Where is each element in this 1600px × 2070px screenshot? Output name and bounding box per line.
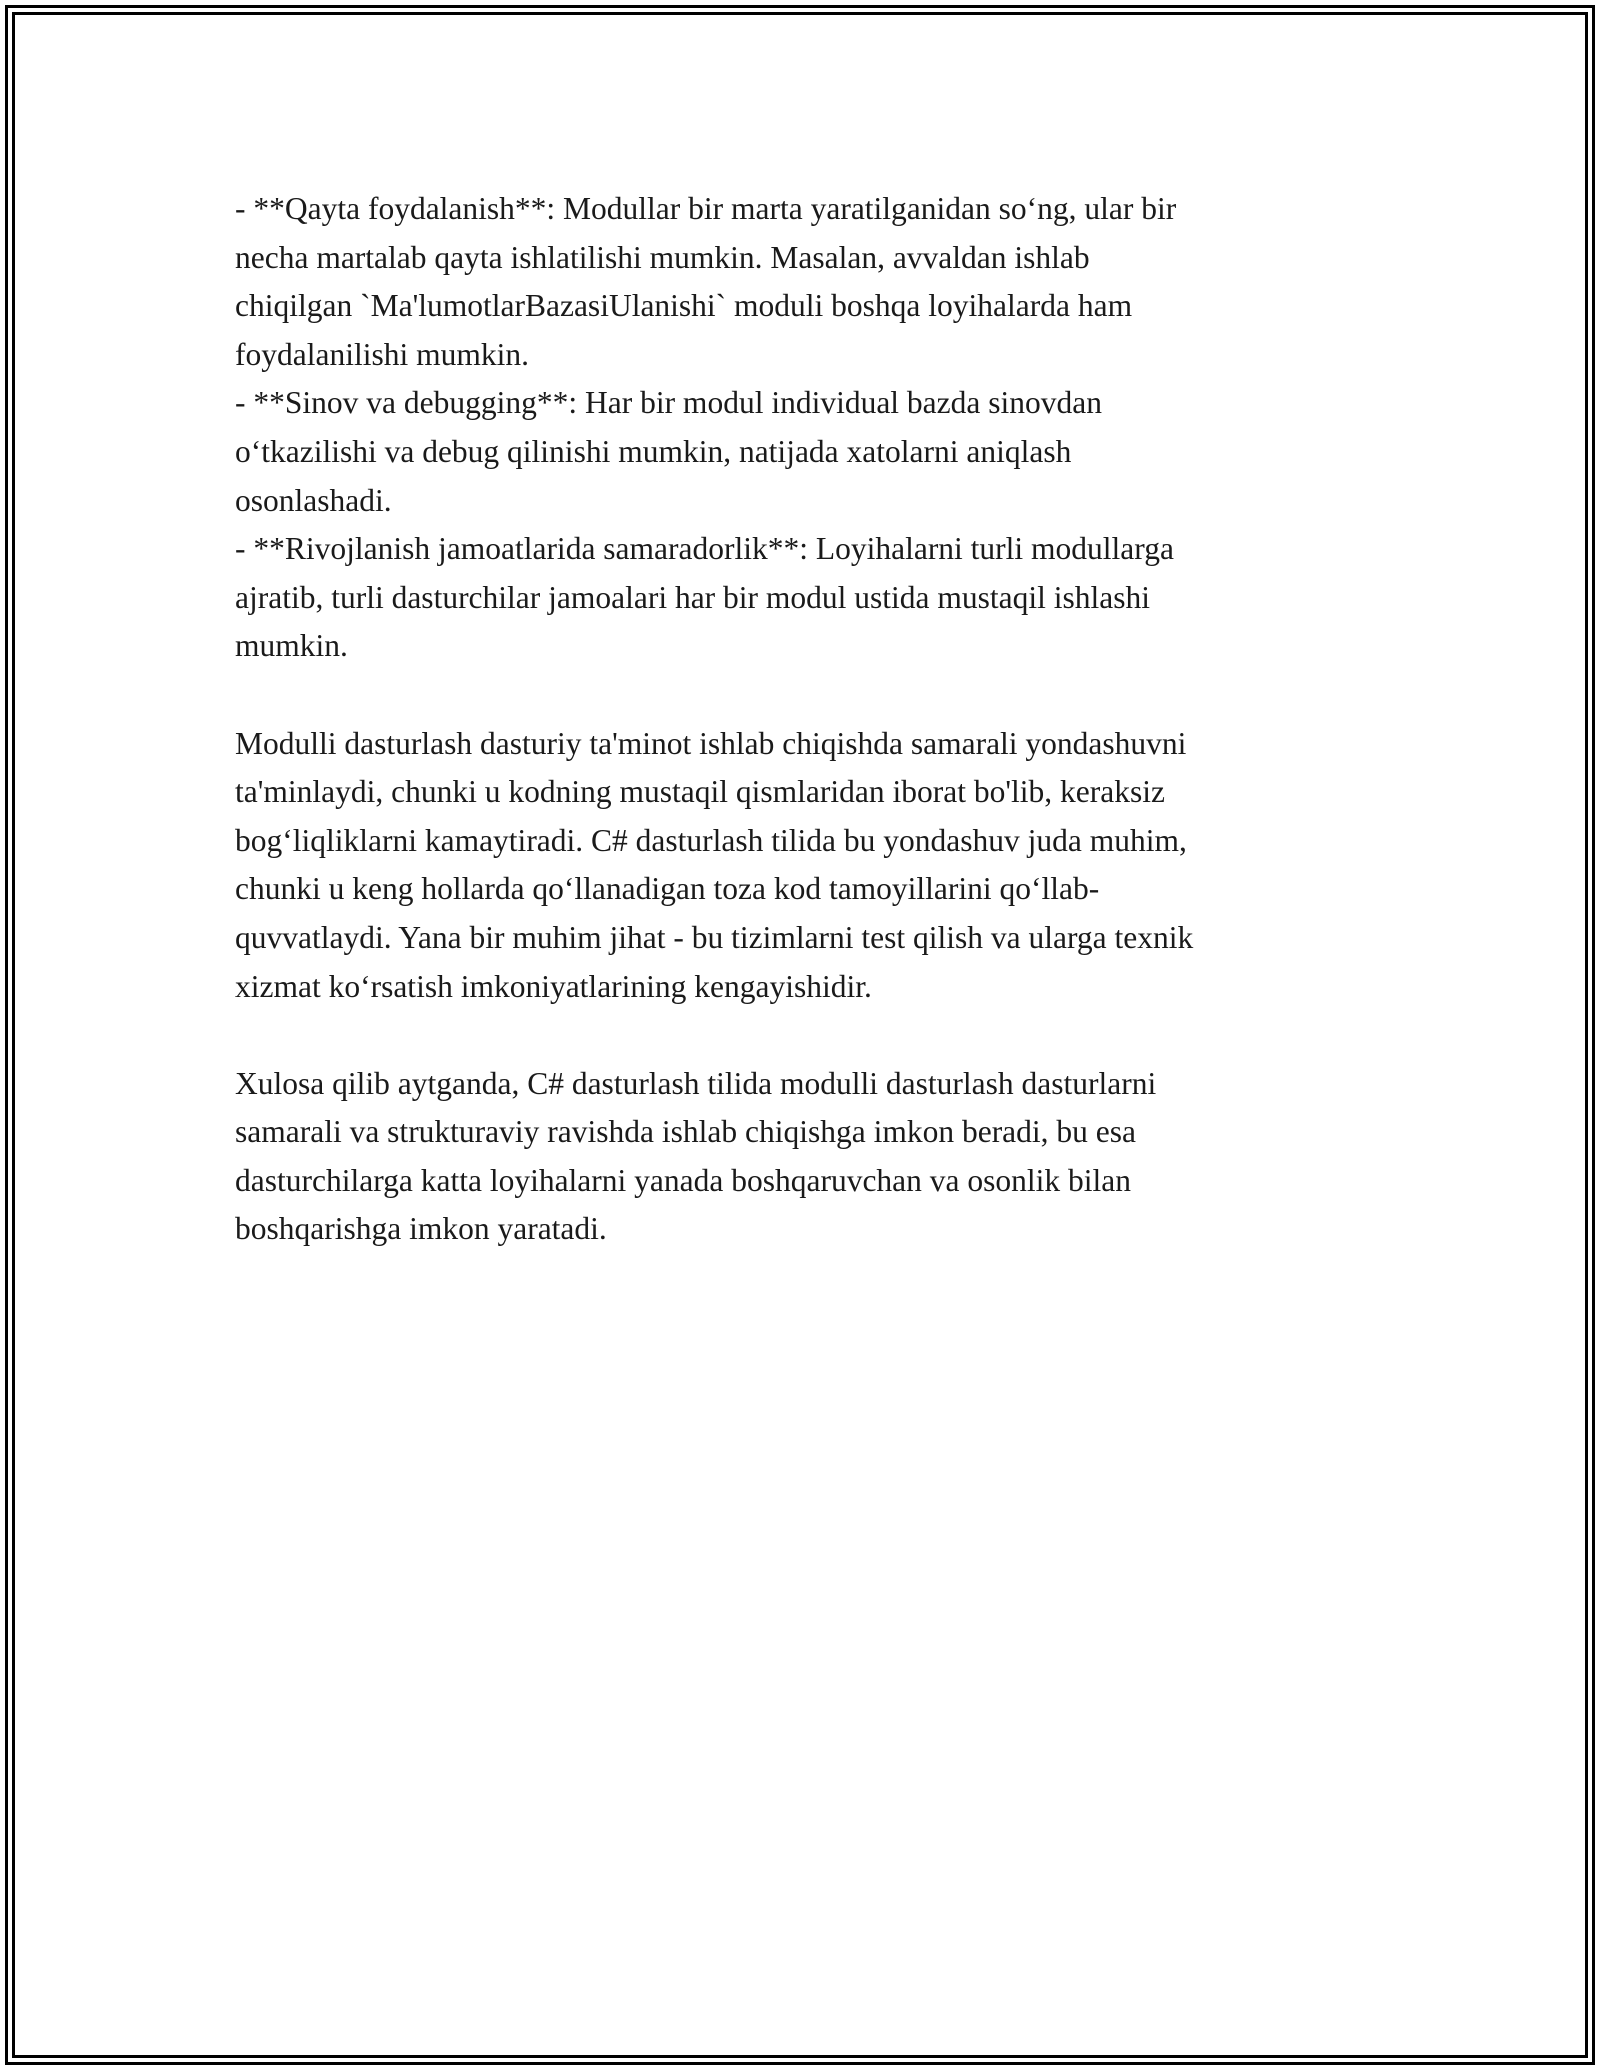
text-line: osonlashadi. [235, 482, 392, 518]
text-line: bog‘liqliklarni kamaytiradi. C# dasturlash tilida bu yondashuv juda muhim, [235, 822, 1187, 858]
text-line: samarali va strukturaviy ravishda ishlab chiqishga imkon beradi, bu esa [235, 1114, 1137, 1150]
paragraph-gap [235, 671, 1385, 720]
text-line: boshqarishga imkon yaratadi. [235, 1211, 607, 1247]
text-line: - **Sinov va debugging**: Har bir modul individual bazda sinovdan [235, 385, 1102, 421]
text-line: foydalanilishi mumkin. [235, 336, 529, 372]
text-line: necha martalab qayta ishlatilishi mumkin. Masalan, avvaldan ishlab [235, 239, 1090, 275]
text-line: - **Qayta foydalanish**: Modullar bir marta yaratilganidan so‘ng, ular bir [235, 191, 1177, 226]
text-line: o‘tkazilishi va debug qilinishi mumkin, natijada xatolarni aniqlash [235, 433, 1072, 469]
text-line: ta'minlaydi, chunki u kodning mustaqil qismlaridan iborat bo'lib, keraksiz [235, 774, 1165, 810]
text-line: Modulli dasturlash dasturiy ta'minot ishlab chiqishda samarali yondashuvni [235, 725, 1187, 761]
text-line: chiqilgan `Ma'lumotlarBazasiUlanishi` moduli boshqa loyihalarda ham [235, 288, 1133, 324]
text-line: quvvatlaydi. Yana bir muhim jihat - bu tizimlarni test qilish va ularga texnik [235, 919, 1194, 955]
document-body [235, 185, 1385, 1254]
text-line: Xulosa qilib aytganda, C# dasturlash tilida modulli dasturlash dasturlarni [235, 1065, 1157, 1101]
text-line: dasturchilarga katta loyihalarni yanada boshqaruvchan va osonlik bilan [235, 1162, 1132, 1198]
text-line: xizmat ko‘rsatish imkoniyatlarining kengayishidir. [235, 968, 872, 1004]
text-line: chunki u keng hollarda qo‘llanadigan toza kod tamoyillarini qo‘llab- [235, 871, 1100, 907]
text-line: ajratib, turli dasturchilar jamoalari har bir modul ustida mustaqil ishlashi [235, 579, 1151, 615]
text-line: mumkin. [235, 628, 348, 664]
paragraph-gap [235, 1011, 1385, 1060]
text-line: - **Rivojlanish jamoatlarida samaradorlik**: Loyihalarni turli modullarga [235, 531, 1174, 567]
